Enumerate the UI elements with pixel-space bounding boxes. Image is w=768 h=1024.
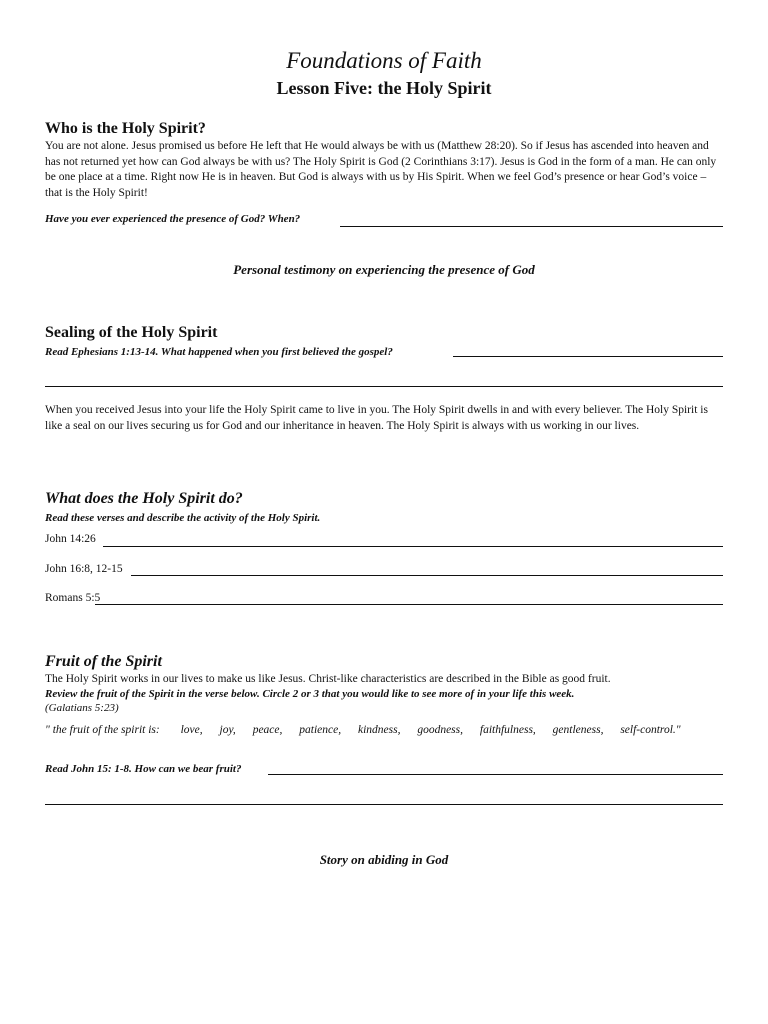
question-ephesians: Read Ephesians 1:13-14. What happened when you first believed the gospel? (45, 346, 393, 358)
fruit-item[interactable]: joy, (219, 724, 236, 736)
fruit-item[interactable]: faithfulness, (479, 724, 536, 736)
fruit-item[interactable]: patience, (299, 724, 342, 736)
fruit-item[interactable]: goodness, (417, 724, 464, 736)
fruit-item[interactable]: peace, (252, 724, 283, 736)
verse-label: John 16:8, 12-15 (45, 563, 123, 575)
fruit-prefix: " the fruit of the spirit is: (45, 724, 160, 736)
fruit-intro: The Holy Spirit works in our lives to make us like Jesus. Christ-like characteristics are described in the Bible as good fruit. (45, 673, 611, 685)
fruit-item[interactable]: self-control." (620, 724, 681, 736)
testimony-note: Personal testimony on experiencing the presence of God (233, 262, 535, 277)
verse-label: Romans 5:5 (45, 592, 101, 604)
verse-label: John 14:26 (45, 533, 96, 545)
answer-line[interactable] (268, 774, 723, 775)
document-title: Foundations of Faith (286, 48, 482, 73)
answer-line[interactable] (453, 356, 723, 357)
section-heading-sealing: Sealing of the Holy Spirit (45, 324, 218, 341)
section-heading-who-is: Who is the Holy Spirit? (45, 120, 206, 137)
fruit-item[interactable]: love, (180, 724, 203, 736)
fruit-review-instruction: Review the fruit of the Spirit in the verse below. Circle 2 or 3 that you would like to see more of in your life this week. (45, 688, 575, 700)
section-heading-fruit: Fruit of the Spirit (45, 653, 162, 670)
section-heading-what-does: What does the Holy Spirit do? (45, 490, 243, 507)
fruit-item[interactable]: kindness, (357, 724, 401, 736)
fruit-verse (45, 724, 681, 736)
answer-line[interactable] (131, 575, 723, 576)
answer-line[interactable] (103, 546, 723, 547)
answer-line[interactable] (340, 226, 723, 227)
story-note: Story on abiding in God (319, 852, 449, 867)
lesson-subtitle: Lesson Five: the Holy Spirit (276, 78, 492, 98)
fruit-reference: (Galatians 5:23) (45, 702, 119, 714)
question-presence-of-god: Have you ever experienced the presence of God? When? (45, 213, 301, 225)
answer-line[interactable] (45, 804, 723, 805)
section-paragraph-who-is: You are not alone. Jesus promised us before He left that He would always be with us (Matthew 28:20). So if Jesus has ascended into heaven and has not returned yet how can God always be with us? The Holy Spirit is God (2 Corinthians 3:17). Jesus is God in the form of a man. He can only be one place at a time. Right now He is in heaven. But God is always with us by His Spirit. When we feel God’s presence or hear God’s voice – that is the Holy Spirit! (45, 140, 717, 199)
section-paragraph-sealing: When you received Jesus into your life the Holy Spirit came to live in you. The Holy Spirit dwells in and with every believer. The Holy Spirit is like a seal on our lives securing us for God and our inheritance in heaven. The Holy Spirit is always with us working in our lives. (45, 404, 708, 432)
fruit-item[interactable]: gentleness, (552, 724, 604, 736)
answer-line[interactable] (45, 386, 723, 387)
instruction-verses: Read these verses and describe the activity of the Holy Spirit. (45, 512, 321, 524)
question-john-15: Read John 15: 1-8. How can we bear fruit? (45, 763, 242, 775)
answer-line[interactable] (95, 604, 723, 605)
